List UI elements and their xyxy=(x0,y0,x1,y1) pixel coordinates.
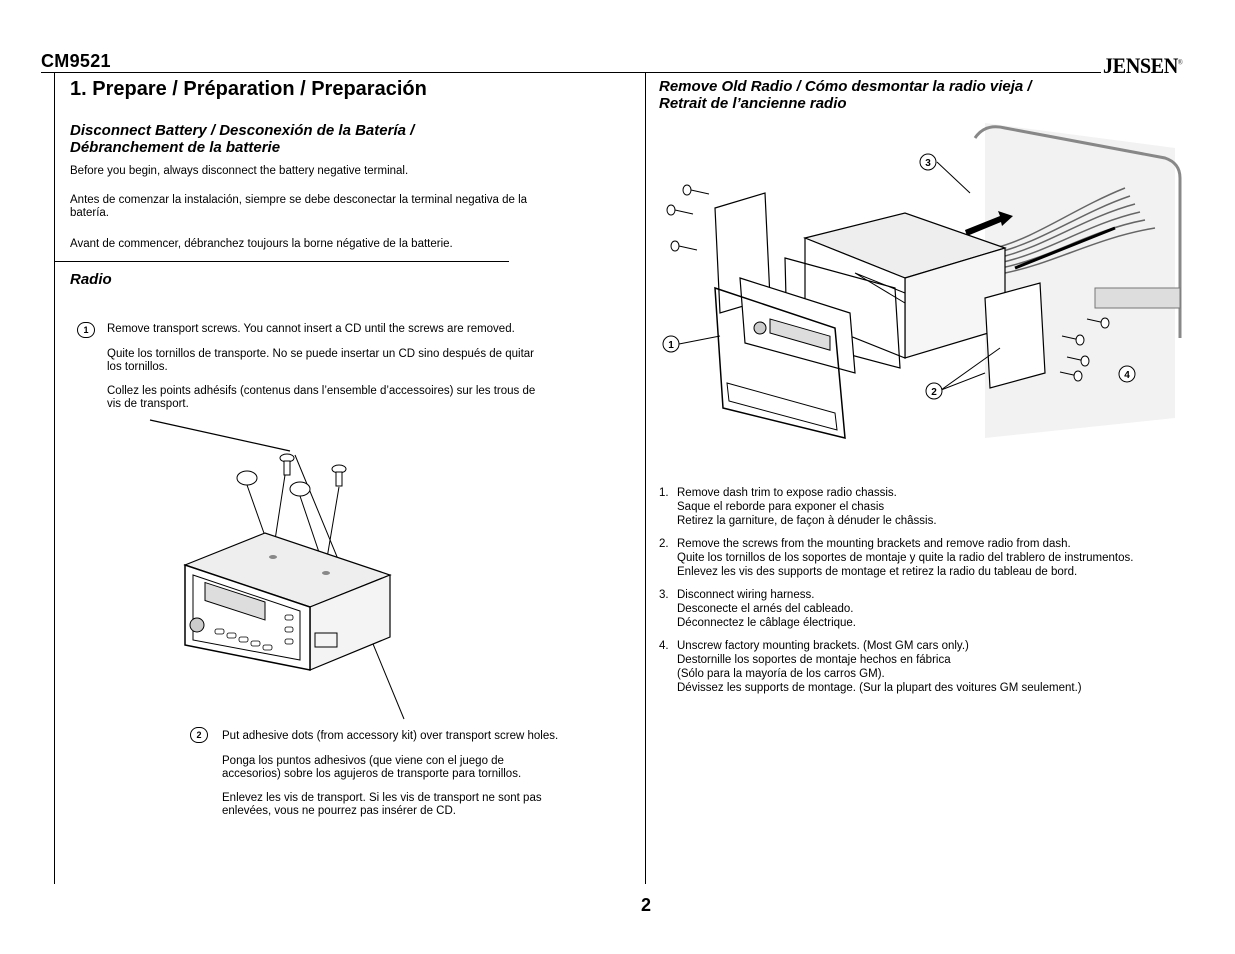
left-margin-rule xyxy=(54,72,55,884)
list-item: 3. Disconnect wiring harness. Desconecte el arnés del cableado. Déconnectez le câblage électrique. xyxy=(659,589,857,629)
remove-radio-heading: Remove Old Radio / Cómo desmontar la radio vieja / Retrait de l’ancienne radio xyxy=(659,78,1032,112)
removal-steps-list xyxy=(659,486,1219,704)
callout-label: 1 xyxy=(668,340,674,351)
list-item: 4. Unscrew factory mounting brackets. (Most GM cars only.) Destornille los soportes de montaje hechos en fábrica (Sólo para la mayoría de los carros GM). Dévissez les supports de montage. (Sur la plupart des voitures GM seulement.) xyxy=(659,640,1082,694)
column-divider xyxy=(645,72,646,884)
brand-logo: JENSEN® xyxy=(1103,53,1183,78)
radio-heading: Radio xyxy=(70,271,112,288)
section-rule xyxy=(55,261,509,262)
step1-text-es: Quite los tornillos de transporte. No se puede insertar un CD sino después de quitar los tornillos. xyxy=(107,348,535,373)
header-rule xyxy=(41,72,1101,73)
page-number: 2 xyxy=(641,895,652,915)
list-item: 2. Remove the screws from the mounting brackets and remove radio from dash. Quite los tornillos de los soportes de montaje y quite la radio del trablero de instrumentos. Enlevez les vis des supports de montage et retirez la radio du tableau de bord. xyxy=(659,538,1134,578)
step1-text-en: Remove transport screws. You cannot insert a CD until the screws are removed. xyxy=(107,323,515,335)
callout-label: 3 xyxy=(925,158,931,169)
callout-label: 4 xyxy=(1124,370,1130,381)
battery-text-es: Antes de comenzar la instalación, siempre se debe desconectar la terminal negativa de la batería. xyxy=(70,194,528,219)
step-number-badge: 1 xyxy=(77,322,95,338)
model-number: CM9521 xyxy=(41,51,111,71)
radio-transport-screws-illustration xyxy=(145,415,415,725)
battery-text-en: Before you begin, always disconnect the battery negative terminal. xyxy=(70,165,409,177)
step2-text-en: Put adhesive dots (from accessory kit) over transport screw holes. xyxy=(222,730,559,742)
step2-text-fr: Enlevez les vis de transport. Si les vis de transport ne sont pas enlevées, vous ne pourrez pas insérer de CD. xyxy=(222,792,542,817)
battery-text-fr: Avant de commencer, débranchez toujours la borne négative de la batterie. xyxy=(70,238,453,250)
step1-text-fr: Collez les points adhésifs (contenus dans l’ensemble d’accessoires) sur les trous de vis de transport. xyxy=(107,385,536,410)
page-title: 1. Prepare / Préparation / Preparación xyxy=(70,78,427,100)
list-item: 1. Remove dash trim to expose radio chassis. Saque el reborde para exponer el chasis Retirez la garniture, de façon à dénuder le châssis. xyxy=(659,487,937,527)
remove-old-radio-illustration xyxy=(655,118,1185,448)
callout-label: 2 xyxy=(931,387,937,398)
step2-text-es: Ponga los puntos adhesivos (que viene con el juego de accesorios) sobre los agujeros de transporte para tornillos. xyxy=(222,755,522,780)
step-number-badge: 2 xyxy=(190,727,208,743)
battery-heading: Disconnect Battery / Desconexión de la Batería / Débranchement de la batterie xyxy=(70,122,415,156)
